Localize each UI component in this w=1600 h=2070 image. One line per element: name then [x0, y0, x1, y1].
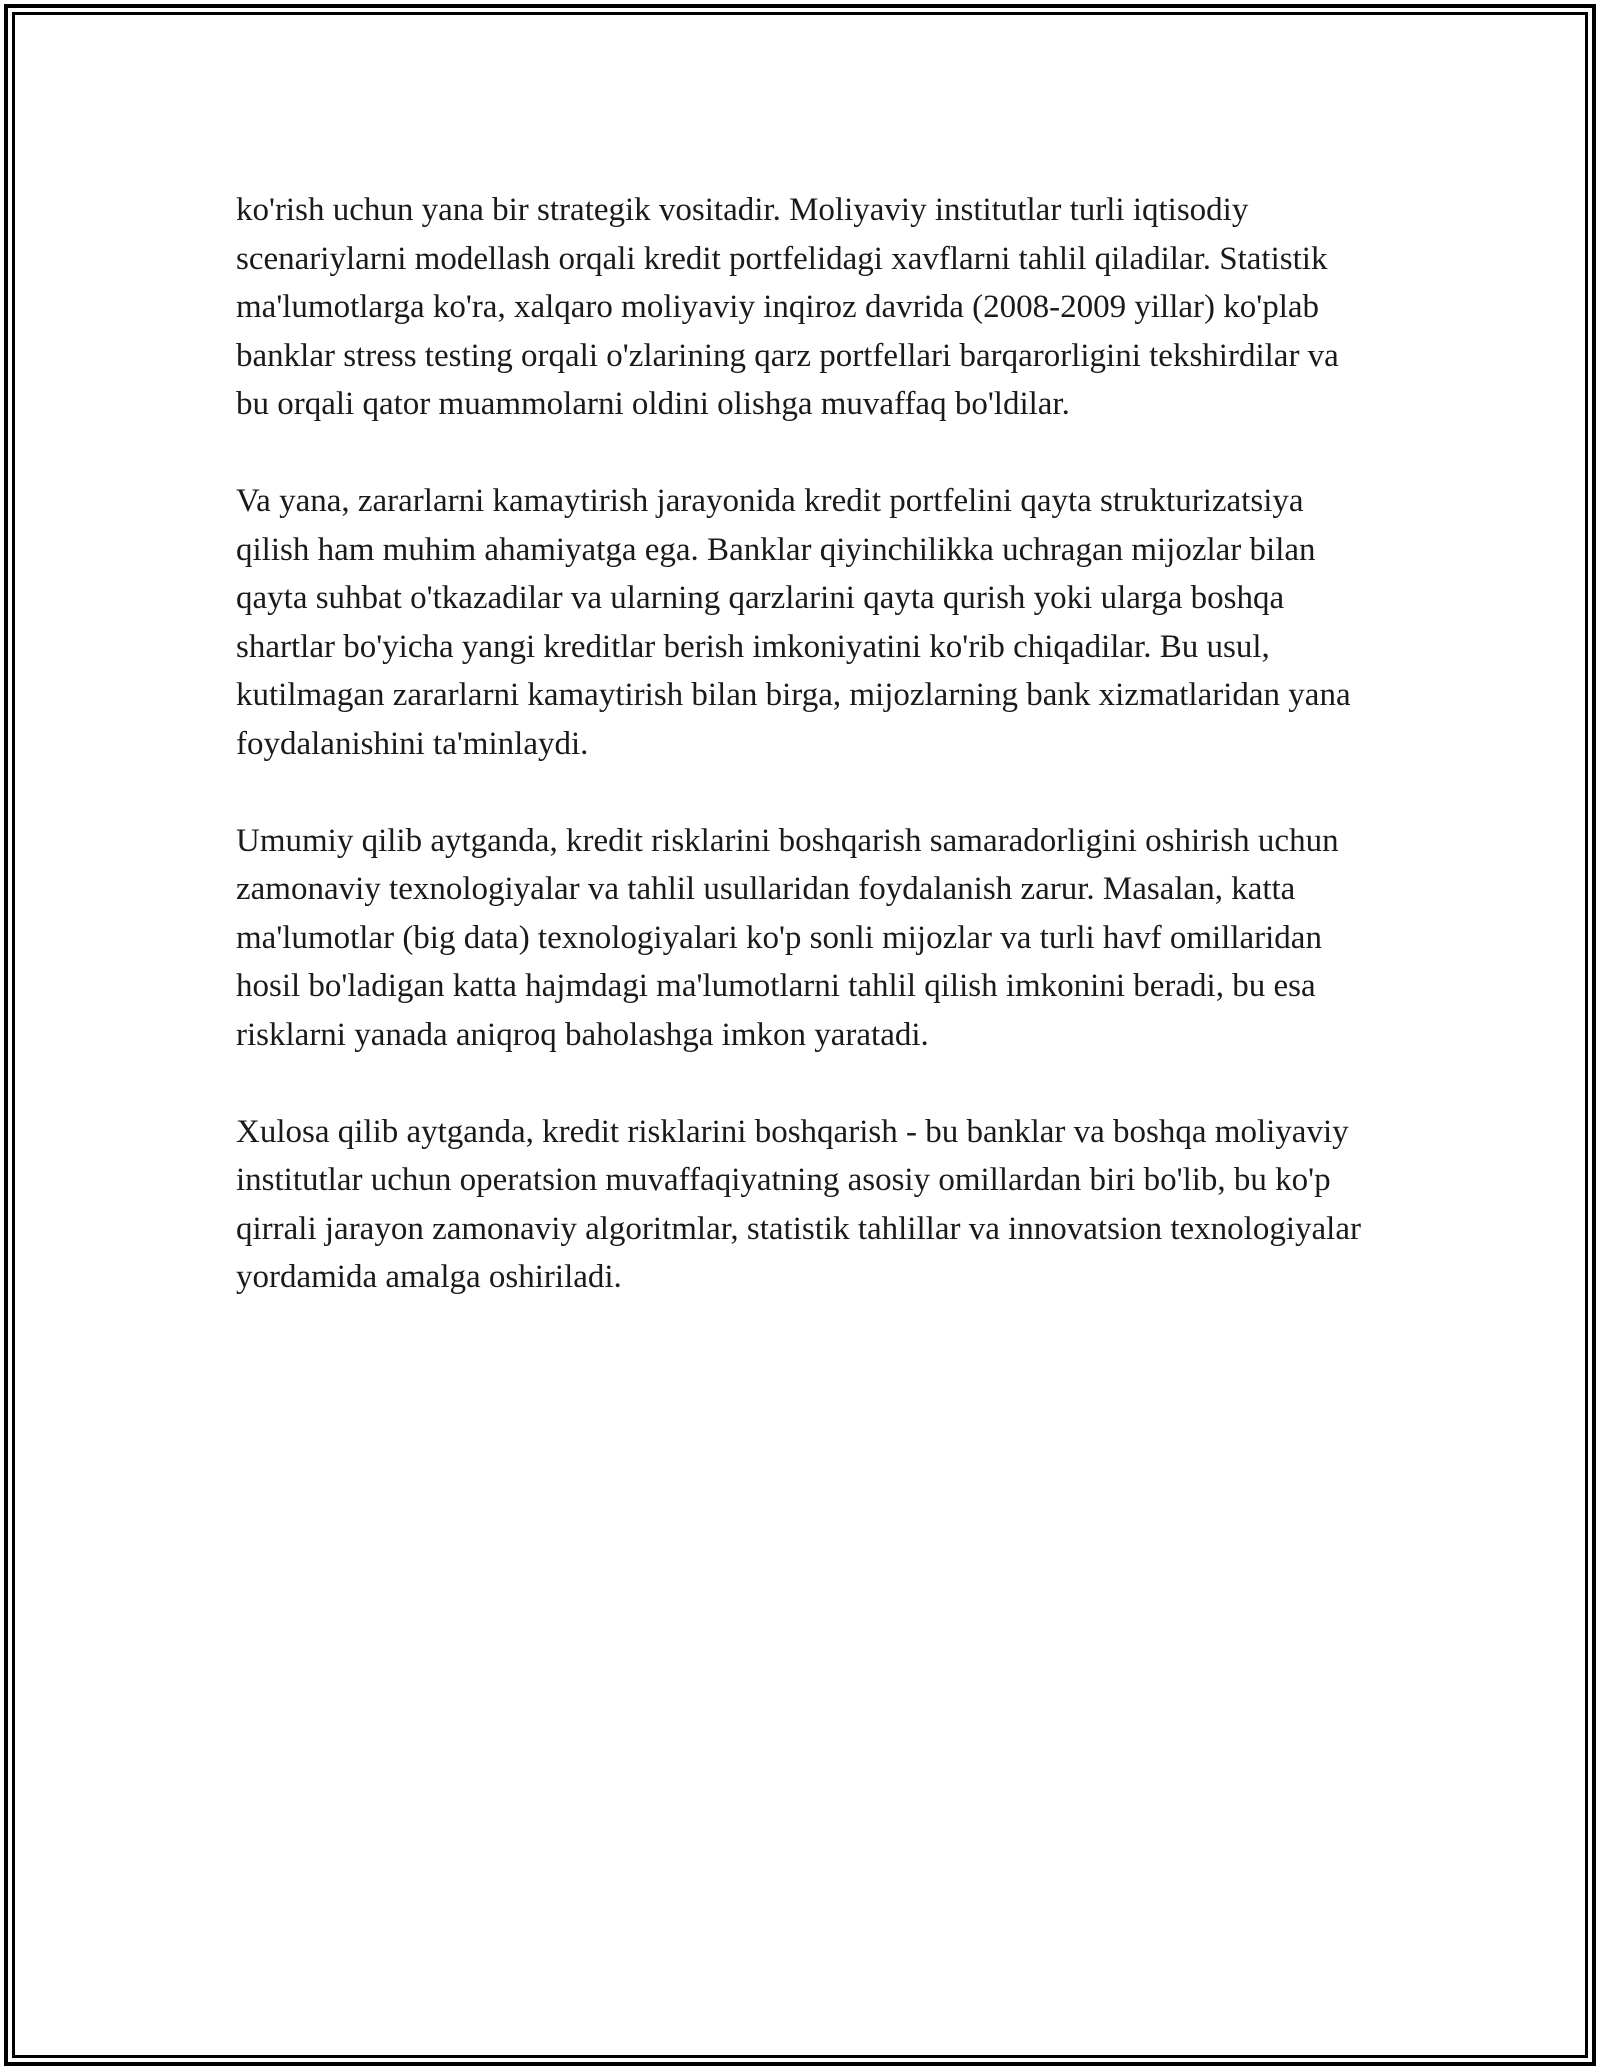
document-body: [236, 186, 1366, 1302]
paragraph-conclusion: Xulosa qilib aytganda, kredit risklarini boshqarish - bu banklar va boshqa moliyaviy institutlar uchun operatsion muvaffaqiyatning asosiy omillardan biri bo'lib, bu ko'p qirrali jarayon zamonaviy algoritmlar, statistik tahlillar va innovatsion texnologiyalar yordamida amalga oshiriladi.: [236, 1113, 1361, 1295]
paragraph-restructuring: Va yana, zararlarni kamaytirish jarayonida kredit portfelini qayta strukturizatsiya qilish ham muhim ahamiyatga ega. Banklar qiyinchilikka uchragan mijozlar bilan qayta suhbat o'tkazadilar va ularning qarzlarini qayta qurish yoki ularga boshqa shartlar bo'yicha yangi kreditlar berish imkoniyatini ko'rib chiqadilar. Bu usul, kutilmagan zararlarni kamaytirish bilan birga, mijozlarning bank xizmatlaridan yana foydalanishini ta'minlaydi.: [236, 483, 1351, 762]
paragraph-stress-testing: ko'rish uchun yana bir strategik vositadir. Moliyaviy institutlar turli iqtisodiy scenariylarni modellash orqali kredit portfelidagi xavflarni tahlil qiladilar. Statistik ma'lumotlarga ko'ra, xalqaro moliyaviy inqiroz davrida (2008-2009 yillar) ko'plab banklar stress testing orqali o'zlarining qarz portfellari barqarorligini tekshirdilar va bu orqali qator muammolarni oldini olishga muvaffaq bo'ldilar.: [236, 192, 1339, 422]
paragraph-technologies: Umumiy qilib aytganda, kredit risklarini boshqarish samaradorligini oshirish uchun zamonaviy texnologiyalar va tahlil usullaridan foydalanish zarur. Masalan, katta ma'lumotlar (big data) texnologiyalari ko'p sonli mijozlar va turli havf omillaridan hosil bo'ladigan katta hajmdagi ma'lumotlarni tahlil qilish imkonini beradi, bu esa risklarni yanada aniqroq baholashga imkon yaratadi.: [236, 822, 1339, 1053]
